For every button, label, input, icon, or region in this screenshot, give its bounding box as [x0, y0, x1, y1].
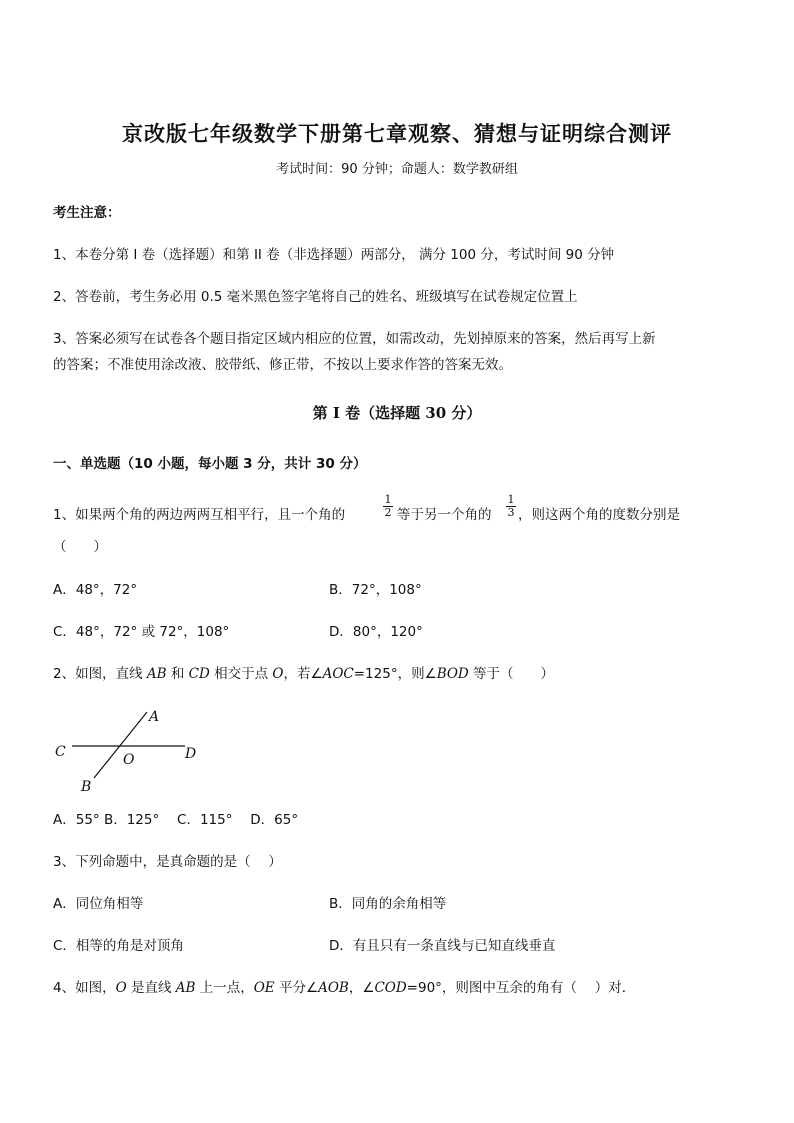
notice-item-1: 1、本卷分第 I 卷（选择题）和第 II 卷（非选择题）两部分， 满分 100 分，考试时间 90 分钟	[53, 247, 615, 263]
q1-text-a: 1、如果两个角的两边两两互相平行，且一个角的	[53, 507, 346, 523]
q3-option-c: C．相等的角是对顶角	[53, 938, 184, 954]
exam-info: 考试时间：90 分钟；命题人：数学教研组	[276, 162, 518, 177]
q1-frac2-numerator: 1	[507, 493, 515, 506]
q3-option-d: D．有且只有一条直线与已知直线垂直	[329, 938, 556, 954]
q1-text-c: ，则这两个角的度数分别是	[518, 507, 680, 523]
q1-frac1-numerator: 1	[384, 493, 392, 506]
q2-text	[53, 662, 554, 682]
q4-line-ab: AB	[175, 980, 196, 996]
q1-option-b: B．72°，108°	[329, 582, 422, 598]
q4-text-b: 是直线	[126, 980, 176, 996]
q4-text-d: 平分∠	[274, 980, 319, 996]
q2-angle-bod: BOD	[436, 666, 469, 682]
q1-fraction-half	[382, 494, 394, 519]
q4-text-c: 上一点，	[195, 980, 254, 996]
label-a: A	[149, 709, 160, 725]
q4-text-a: 4、如图，	[53, 980, 116, 996]
q1-answer-paren: （ ）	[53, 539, 107, 555]
q4-text-e: ，∠	[348, 980, 375, 996]
q4-text	[53, 976, 635, 996]
label-d: D	[185, 746, 197, 762]
q1-option-c: C．48°，72° 或 72°，108°	[53, 624, 230, 640]
part-heading: 第 I 卷（选择题 30 分）	[312, 404, 482, 422]
q2-text-d: ，若∠	[283, 666, 323, 682]
label-c: C	[55, 744, 66, 760]
q4-angle-aob: AOB	[318, 980, 349, 996]
q4-text-f: =90°，则图中互余的角有（ ）对．	[406, 980, 636, 996]
notice-item-2: 2、答卷前，考生务必用 0.5 毫米黑色签字笔将自己的姓名、班级填写在试卷规定位置上	[53, 289, 578, 305]
q1-frac1-denominator: 2	[384, 506, 392, 519]
line-ab	[94, 712, 147, 778]
q2-angle-aoc: AOC	[322, 666, 354, 682]
q2-point-o: O	[272, 666, 284, 682]
q2-text-b: 和	[166, 666, 189, 682]
notice-item-3-line-1: 3、答案必须写在试卷各个题目指定区域内相应的位置，如需改动，先划掉原来的答案，然后再写上新	[53, 331, 656, 347]
q1-fraction-third	[505, 494, 517, 519]
label-b: B	[81, 779, 92, 795]
notice-item-3-line-2: 的答案；不准使用涂改液、胶带纸、修正带，不按以上要求作答的答案无效。	[53, 357, 512, 373]
q2-line-ab: AB	[146, 666, 167, 682]
q2-text-f: 等于（ ）	[468, 666, 555, 682]
q2-line-cd: CD	[188, 666, 210, 682]
q4-point-o: O	[115, 980, 127, 996]
q3-text: 3、下列命题中，是真命题的是（ ）	[53, 854, 282, 870]
q2-text-a: 2、如图，直线	[53, 666, 147, 682]
q3-option-a: A．同位角相等	[53, 896, 144, 912]
q2-text-e: =125°，则∠	[353, 666, 437, 682]
q1-frac2-denominator: 3	[507, 506, 515, 519]
label-o: O	[123, 752, 135, 768]
q4-angle-cod: COD	[374, 980, 407, 996]
q4-ray-oe: OE	[253, 980, 275, 996]
page-title: 京改版七年级数学下册第七章观察、猜想与证明综合测评	[122, 121, 672, 146]
q1-option-a: A．48°，72°	[53, 582, 138, 598]
notice-heading: 考生注意：	[53, 205, 121, 221]
q3-option-b: B．同角的余角相等	[329, 896, 447, 912]
section-title: 一、单选题（10 小题，每小题 3 分，共计 30 分）	[53, 456, 367, 472]
q2-intersecting-lines-figure	[50, 702, 220, 798]
q2-options: A．55° B．125° C．115° D．65°	[53, 812, 299, 828]
q2-text-c: 相交于点	[209, 666, 273, 682]
q1-text-b: 等于另一个角的	[397, 507, 492, 523]
q1-option-d: D．80°，120°	[329, 624, 423, 640]
